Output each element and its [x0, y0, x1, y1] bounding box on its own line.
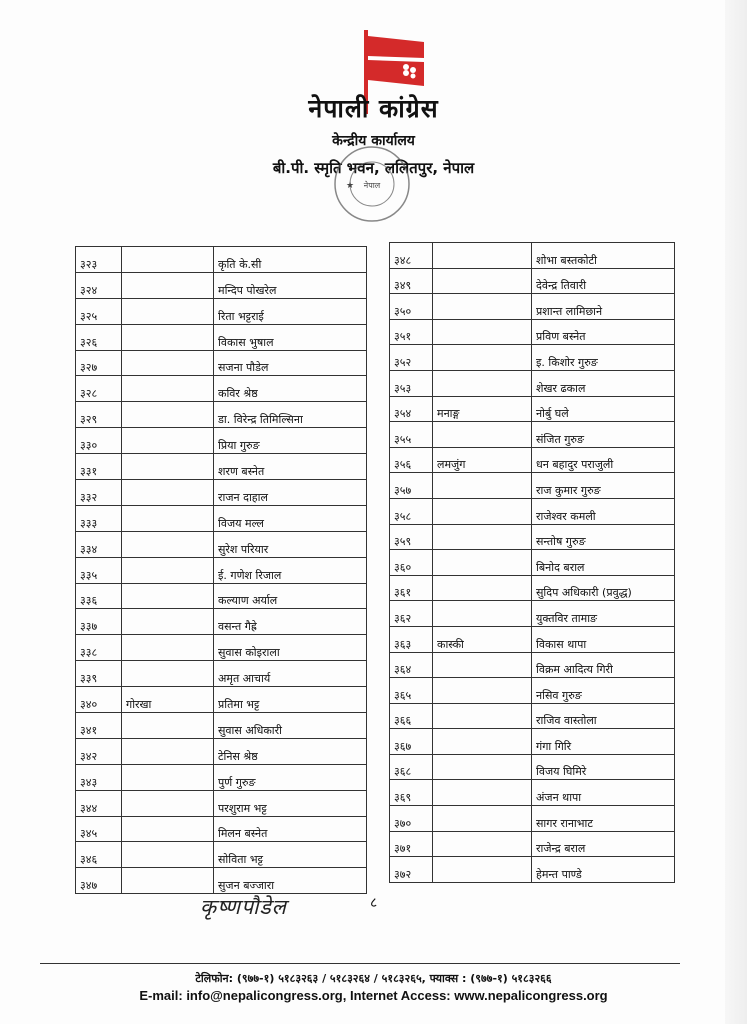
office-title: केन्द्रीय कार्यालय [332, 133, 415, 149]
member-name: विजय मल्ल [214, 505, 367, 531]
district-name [122, 454, 214, 480]
table-row [390, 422, 675, 448]
district-name [122, 583, 214, 609]
member-name: राजेन्द्र बराल [532, 831, 675, 857]
district-name [433, 831, 532, 857]
member-name: टेनिस श्रेष्ठ [214, 738, 367, 764]
district-name [122, 764, 214, 790]
district-name [433, 703, 532, 729]
serial-number: ३५१ [390, 319, 433, 345]
svg-text:नेपाल: नेपाल [363, 181, 381, 190]
serial-number: ३४१ [76, 713, 122, 739]
table-row [390, 550, 675, 576]
serial-number: ३४५ [76, 816, 122, 842]
member-name: इ. किशोर गुरुङ [532, 345, 675, 371]
district-name: मनाङ्ग [433, 396, 532, 422]
serial-number: ३५९ [390, 524, 433, 550]
member-name: धन बहादुर पराजुली [532, 447, 675, 473]
serial-number: ३४६ [76, 842, 122, 868]
district-name [433, 473, 532, 499]
serial-number: ३७२ [390, 857, 433, 883]
member-name: सजना पौडेल [214, 350, 367, 376]
member-name: सोविता भट्ट [214, 842, 367, 868]
table-row [76, 454, 367, 480]
table-row [390, 729, 675, 755]
district-name [433, 857, 532, 883]
member-name: राजन दाहाल [214, 480, 367, 506]
member-name: नसिव गुरुङ [532, 678, 675, 704]
district-name [433, 319, 532, 345]
serial-number: ३४२ [76, 738, 122, 764]
footer-phone: टेलिफोन: (९७७-१) ५१८३२६३ / ५१८३२६४ / ५१८३२६५, फ्याक्स : (९७७-१) ५१८३२६६ [195, 972, 552, 985]
district-name [433, 754, 532, 780]
serial-number: ३३३ [76, 505, 122, 531]
district-name [433, 575, 532, 601]
serial-number: ३५२ [390, 345, 433, 371]
member-name: सुजन बज्जारा [214, 868, 367, 894]
district-name [122, 480, 214, 506]
member-name: विकास थापा [532, 626, 675, 652]
table-row [76, 635, 367, 661]
table-row [390, 345, 675, 371]
serial-number: ३३० [76, 428, 122, 454]
table-row [76, 376, 367, 402]
district-name [433, 370, 532, 396]
table-row [390, 678, 675, 704]
member-name: सुवास अधिकारी [214, 713, 367, 739]
district-name [122, 402, 214, 428]
serial-number: ३४३ [76, 764, 122, 790]
signature: कृष्णपौडेल [200, 895, 287, 919]
table-row [390, 626, 675, 652]
serial-number: ३२३ [76, 247, 122, 273]
serial-number: ३५५ [390, 422, 433, 448]
district-name [122, 790, 214, 816]
table-row [390, 857, 675, 883]
serial-number: ३४० [76, 687, 122, 713]
table-row [76, 713, 367, 739]
table-row [390, 806, 675, 832]
district-name [433, 268, 532, 294]
table-row [390, 243, 675, 269]
serial-number: ३२८ [76, 376, 122, 402]
serial-number: ३५६ [390, 447, 433, 473]
member-name: डा. विरेन्द्र तिमिल्सिना [214, 402, 367, 428]
serial-number: ३६८ [390, 754, 433, 780]
serial-number: ३७० [390, 806, 433, 832]
serial-number: ३६१ [390, 575, 433, 601]
district-name [122, 428, 214, 454]
roster-table-left [75, 246, 367, 894]
member-name: विजय घिमिरे [532, 754, 675, 780]
member-name: राजिव वास्तोला [532, 703, 675, 729]
table-row [76, 480, 367, 506]
district-name [122, 350, 214, 376]
district-name [122, 738, 214, 764]
table-row [390, 601, 675, 627]
table-row [390, 524, 675, 550]
serial-number: ३२५ [76, 298, 122, 324]
serial-number: ३४७ [76, 868, 122, 894]
table-row [76, 402, 367, 428]
table-row [76, 738, 367, 764]
district-name [433, 652, 532, 678]
serial-number: ३३४ [76, 531, 122, 557]
table-row [390, 754, 675, 780]
member-name: मन्दिप पोखरेल [214, 272, 367, 298]
member-name: सुदिप अधिकारी (प्रवुद्ध) [532, 575, 675, 601]
table-row [390, 575, 675, 601]
table-row [76, 842, 367, 868]
office-address: बी.पी. स्मृति भवन, ललितपुर, नेपाल [272, 159, 475, 177]
member-name: संजित गुरुङ [532, 422, 675, 448]
member-name: बिनोद बराल [532, 550, 675, 576]
table-row [390, 780, 675, 806]
member-name: अमृत आचार्य [214, 661, 367, 687]
member-name: रिता भट्टराई [214, 298, 367, 324]
serial-number: ३६० [390, 550, 433, 576]
district-name [122, 713, 214, 739]
member-name: कल्याण अर्याल [214, 583, 367, 609]
table-row [76, 609, 367, 635]
member-name: नोर्बु घले [532, 396, 675, 422]
district-name [122, 505, 214, 531]
member-name: शरण बस्नेत [214, 454, 367, 480]
district-name [122, 298, 214, 324]
member-name: शेखर ढकाल [532, 370, 675, 396]
district-name [122, 531, 214, 557]
table-row [390, 319, 675, 345]
district-name: लमजुंग [433, 447, 532, 473]
serial-number: ३५८ [390, 498, 433, 524]
member-name: प्रविण बस्नेत [532, 319, 675, 345]
table-row [390, 370, 675, 396]
district-name: गोरखा [122, 687, 214, 713]
serial-number: ३५३ [390, 370, 433, 396]
table-row [76, 350, 367, 376]
district-name [122, 324, 214, 350]
serial-number: ३६५ [390, 678, 433, 704]
table-row [76, 247, 367, 273]
serial-number: ३७१ [390, 831, 433, 857]
district-name [433, 729, 532, 755]
member-name: प्रिया गुरुङ [214, 428, 367, 454]
office-seal-icon [332, 144, 412, 224]
party-name: नेपाली कांग्रेस [308, 94, 439, 123]
table-row [390, 473, 675, 499]
district-name [433, 524, 532, 550]
serial-number: ३६६ [390, 703, 433, 729]
member-name: प्रशान्त लामिछाने [532, 294, 675, 320]
serial-number: ३३१ [76, 454, 122, 480]
district-name [433, 550, 532, 576]
table-row [390, 447, 675, 473]
table-row [76, 687, 367, 713]
member-name: सुरेश परियार [214, 531, 367, 557]
district-name [122, 868, 214, 894]
district-name [433, 601, 532, 627]
member-name: वसन्त गैह्रे [214, 609, 367, 635]
member-name: परशुराम भट्ट [214, 790, 367, 816]
district-name [433, 294, 532, 320]
serial-number: ३३७ [76, 609, 122, 635]
district-name [433, 422, 532, 448]
serial-number: ३२९ [76, 402, 122, 428]
member-name: प्रतिमा भट्ट [214, 687, 367, 713]
table-row [390, 703, 675, 729]
district-name [122, 816, 214, 842]
serial-number: ३३२ [76, 480, 122, 506]
serial-number: ३३९ [76, 661, 122, 687]
table-row [76, 324, 367, 350]
serial-number: ३६७ [390, 729, 433, 755]
district-name [433, 243, 532, 269]
roster-table-right [389, 242, 675, 883]
district-name [122, 842, 214, 868]
district-name [433, 345, 532, 371]
serial-number: ३६३ [390, 626, 433, 652]
serial-number: ३६२ [390, 601, 433, 627]
table-row [76, 661, 367, 687]
signature-mark: ८ [370, 895, 378, 911]
district-name [122, 609, 214, 635]
member-name: मिलन बस्नेत [214, 816, 367, 842]
table-row [390, 498, 675, 524]
member-name: कृति के.सी [214, 247, 367, 273]
district-name [122, 661, 214, 687]
serial-number: ३४९ [390, 268, 433, 294]
serial-number: ३३५ [76, 557, 122, 583]
table-row [76, 816, 367, 842]
serial-number: ३३८ [76, 635, 122, 661]
member-name: देवेन्द्र तिवारी [532, 268, 675, 294]
serial-number: ३४८ [390, 243, 433, 269]
table-row [76, 298, 367, 324]
table-row [76, 272, 367, 298]
member-name: गंगा गिरि [532, 729, 675, 755]
serial-number: ३२४ [76, 272, 122, 298]
serial-number: ३५४ [390, 396, 433, 422]
table-row [76, 868, 367, 894]
page-edge [725, 0, 747, 1024]
district-name [122, 247, 214, 273]
svg-text:★: ★ [346, 181, 355, 191]
member-name: सन्तोष गुरुङ [532, 524, 675, 550]
serial-number: ३५७ [390, 473, 433, 499]
serial-number: ३३६ [76, 583, 122, 609]
member-name: ई. गणेश रिजाल [214, 557, 367, 583]
serial-number: ३६९ [390, 780, 433, 806]
district-name [433, 806, 532, 832]
member-name: पुर्ण गुरुङ [214, 764, 367, 790]
district-name [433, 780, 532, 806]
member-name: सागर रानाभाट [532, 806, 675, 832]
serial-number: ३२७ [76, 350, 122, 376]
serial-number: ३२६ [76, 324, 122, 350]
serial-number: ३५० [390, 294, 433, 320]
member-name: सुवास कोइराला [214, 635, 367, 661]
table-row [390, 652, 675, 678]
district-name: कास्की [433, 626, 532, 652]
district-name [122, 557, 214, 583]
serial-number: ३६४ [390, 652, 433, 678]
table-row [76, 790, 367, 816]
district-name [122, 272, 214, 298]
member-name: राजेश्वर कमली [532, 498, 675, 524]
member-name: अंजन थापा [532, 780, 675, 806]
district-name [122, 635, 214, 661]
serial-number: ३४४ [76, 790, 122, 816]
district-name [433, 678, 532, 704]
member-name: शोभा बस्तकोटी [532, 243, 675, 269]
table-row [76, 505, 367, 531]
footer-contact: E-mail: info@nepalicongress.org, Internet Access: www.nepalicongress.org [139, 988, 608, 1003]
table-row [390, 294, 675, 320]
member-name: विक्रम आदित्य गिरी [532, 652, 675, 678]
table-row [76, 557, 367, 583]
table-row [76, 428, 367, 454]
member-name: कविर श्रेष्ठ [214, 376, 367, 402]
district-name [122, 376, 214, 402]
member-name: विकास भुषाल [214, 324, 367, 350]
table-row [76, 531, 367, 557]
member-name: युक्तविर तामाङ [532, 601, 675, 627]
table-row [76, 764, 367, 790]
table-row [390, 831, 675, 857]
table-row [76, 583, 367, 609]
footer-divider [40, 963, 680, 964]
table-row [390, 396, 675, 422]
member-name: राज कुमार गुरुङ [532, 473, 675, 499]
district-name [433, 498, 532, 524]
table-row [390, 268, 675, 294]
member-name: हेमन्त पाण्डे [532, 857, 675, 883]
